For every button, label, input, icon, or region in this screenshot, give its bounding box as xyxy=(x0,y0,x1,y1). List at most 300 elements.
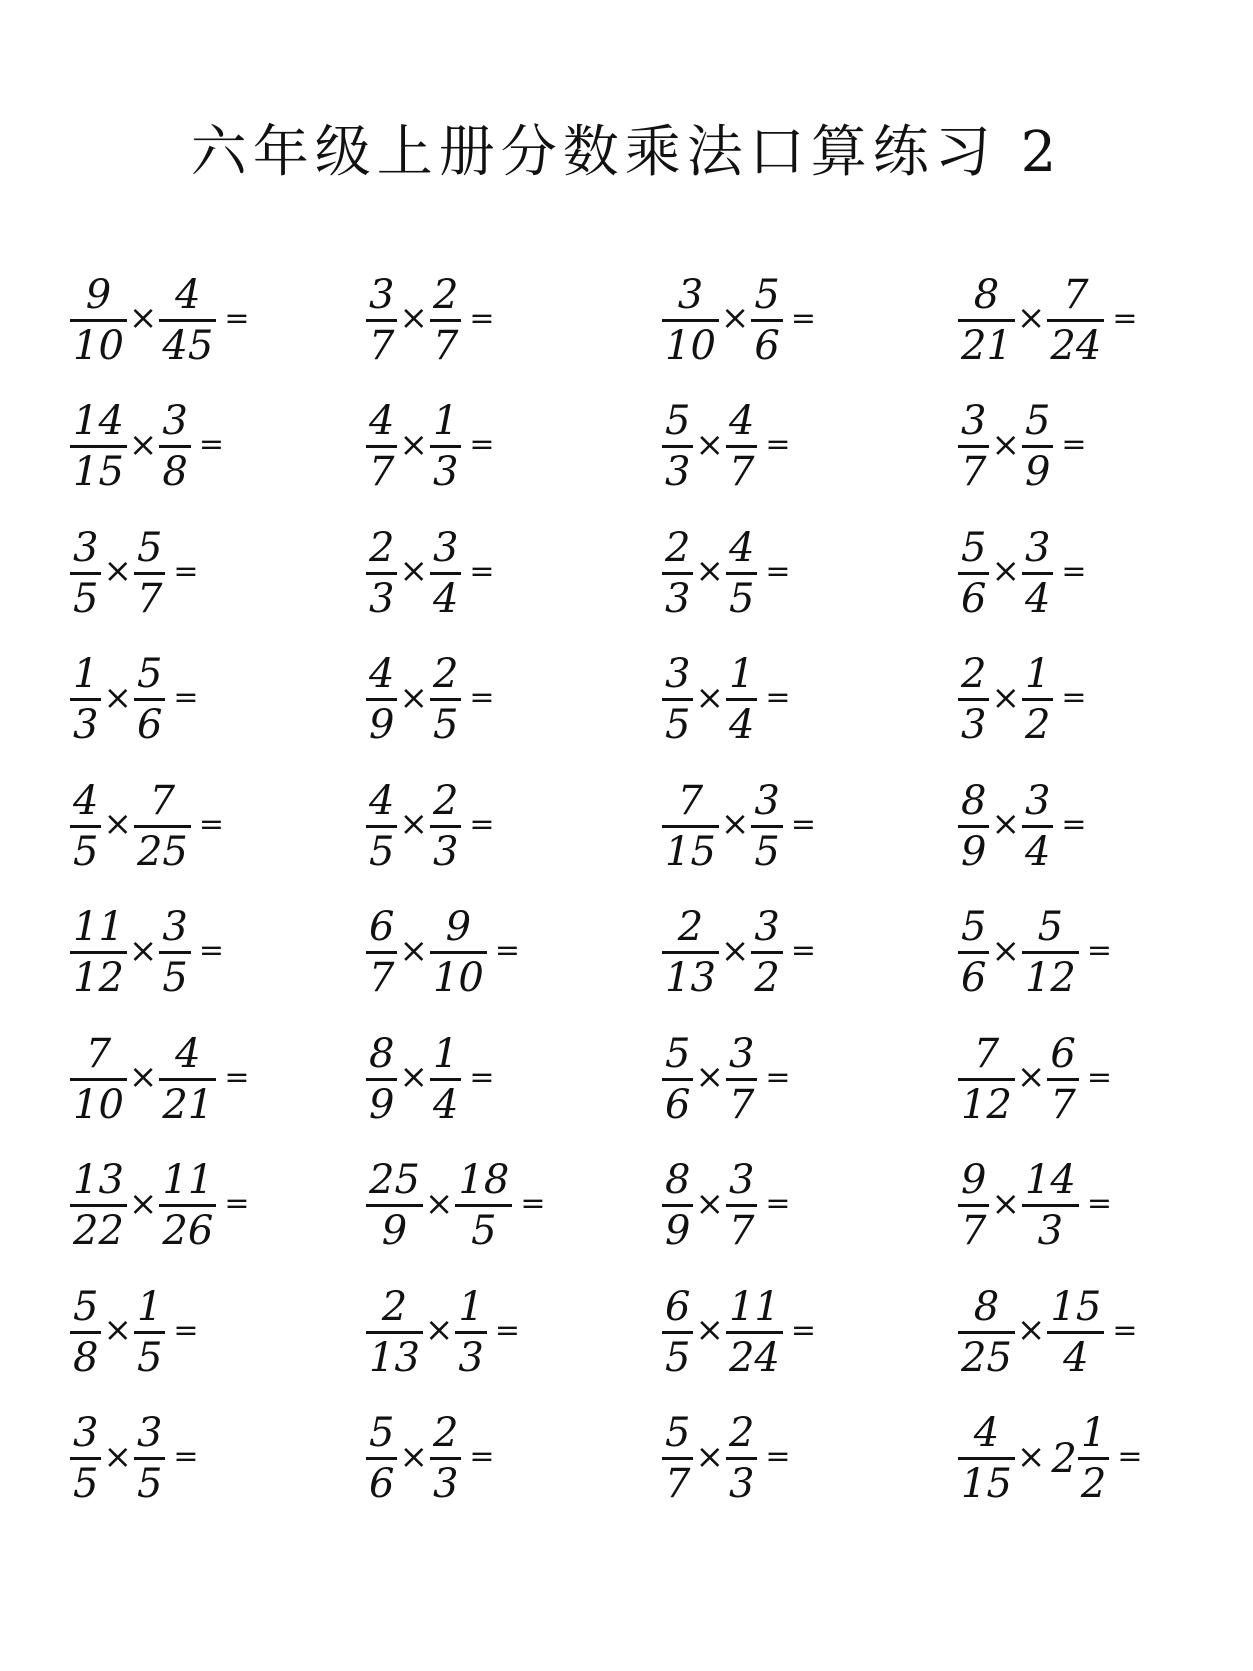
second-fraction xyxy=(134,525,165,622)
fraction-bar xyxy=(366,698,397,701)
fraction-bar xyxy=(70,1078,127,1081)
numerator: 3 xyxy=(432,524,459,571)
equals-sign: = xyxy=(1086,1186,1112,1221)
first-fraction xyxy=(70,398,127,495)
fraction-bar xyxy=(958,698,989,701)
second-fraction xyxy=(430,1031,461,1128)
numerator: 2 xyxy=(961,651,987,697)
first-fraction xyxy=(70,272,127,369)
fraction-bar xyxy=(662,951,719,954)
second-fraction xyxy=(134,651,165,748)
equals-sign: = xyxy=(1061,680,1087,715)
equals-sign: = xyxy=(1061,553,1087,589)
denominator: 9 xyxy=(369,1081,395,1128)
times-sign: × xyxy=(720,804,750,844)
numerator: 8 xyxy=(973,1283,1000,1330)
numerator: 8 xyxy=(665,1157,691,1203)
equals-sign: = xyxy=(790,300,816,336)
denominator: 5 xyxy=(73,1461,99,1507)
equals-sign: = xyxy=(765,1059,791,1095)
fraction-bar xyxy=(159,1204,216,1207)
numerator: 1 xyxy=(1024,651,1051,697)
second-fraction xyxy=(726,1410,757,1507)
denominator: 15 xyxy=(665,828,716,875)
fraction-bar xyxy=(726,1457,757,1460)
problem-item xyxy=(958,776,1087,876)
second-fraction xyxy=(455,1157,512,1254)
numerator: 1 xyxy=(432,398,459,444)
problem-item xyxy=(662,1156,791,1256)
second-fraction xyxy=(1022,778,1053,875)
numerator: 13 xyxy=(73,1157,124,1203)
fraction-bar xyxy=(70,572,101,575)
numerator: 5 xyxy=(1024,398,1051,444)
times-sign: × xyxy=(399,677,428,718)
fraction-bar xyxy=(751,319,782,322)
equals-sign: = xyxy=(765,1439,791,1474)
equals-sign: = xyxy=(198,933,224,968)
second-fraction xyxy=(430,651,461,748)
fraction-bar xyxy=(366,572,397,575)
denominator: 5 xyxy=(136,1334,163,1381)
second-fraction xyxy=(134,1284,165,1381)
problem-item xyxy=(662,1282,816,1382)
numerator: 7 xyxy=(677,777,704,824)
denominator: 7 xyxy=(1050,1081,1076,1128)
problem-item xyxy=(366,903,520,1003)
numerator: 5 xyxy=(136,651,163,697)
second-fraction xyxy=(159,398,190,495)
denominator: 10 xyxy=(73,1081,124,1128)
denominator: 4 xyxy=(1024,828,1051,875)
first-fraction xyxy=(958,1031,1015,1128)
second-fraction xyxy=(430,398,461,495)
second-fraction xyxy=(159,904,190,1001)
fraction-bar xyxy=(134,572,165,575)
fraction-bar xyxy=(366,445,397,448)
fraction-bar xyxy=(662,572,693,575)
denominator: 7 xyxy=(369,322,395,369)
times-sign: × xyxy=(399,804,428,844)
fraction-bar xyxy=(958,825,989,828)
first-fraction xyxy=(366,1031,397,1128)
second-fraction xyxy=(1047,272,1104,369)
denominator: 3 xyxy=(665,575,691,622)
denominator: 7 xyxy=(728,1081,755,1128)
times-sign: × xyxy=(424,1310,454,1350)
denominator: 13 xyxy=(665,955,716,1001)
first-fraction xyxy=(70,651,101,748)
equals-sign: = xyxy=(469,300,495,336)
numerator: 1 xyxy=(432,1030,459,1077)
times-sign: × xyxy=(695,677,724,718)
numerator: 5 xyxy=(665,1410,691,1456)
fraction-bar xyxy=(430,698,461,701)
fraction-bar xyxy=(751,951,782,954)
fraction-bar xyxy=(726,572,757,575)
fraction-bar xyxy=(70,1204,127,1207)
denominator: 6 xyxy=(665,1081,691,1128)
second-fraction xyxy=(726,398,757,495)
fraction-bar xyxy=(726,1078,757,1081)
numerator: 1 xyxy=(73,651,99,697)
denominator: 5 xyxy=(136,1461,163,1507)
times-sign: × xyxy=(991,930,1020,971)
denominator: 7 xyxy=(665,1461,691,1507)
times-sign: × xyxy=(128,930,158,971)
numerator: 15 xyxy=(1050,1283,1102,1330)
denominator: 5 xyxy=(162,955,188,1001)
first-fraction xyxy=(70,525,101,622)
second-fraction xyxy=(1022,651,1053,748)
fraction-bar xyxy=(751,825,782,828)
fraction-bar xyxy=(430,572,461,575)
first-fraction xyxy=(70,1410,101,1507)
first-fraction xyxy=(662,1157,693,1254)
numerator: 3 xyxy=(136,1410,163,1456)
denominator: 7 xyxy=(961,1208,987,1254)
problem-item xyxy=(662,776,816,876)
numerator: 3 xyxy=(1024,524,1051,571)
fraction-bar xyxy=(430,1457,461,1460)
equals-sign: = xyxy=(520,1186,546,1221)
times-sign: × xyxy=(103,804,132,844)
denominator: 7 xyxy=(136,575,163,622)
fraction-bar xyxy=(958,1078,1015,1081)
first-fraction xyxy=(366,398,397,495)
times-sign: × xyxy=(720,298,750,338)
second-fraction xyxy=(1078,1410,1109,1507)
fraction-bar xyxy=(662,445,693,448)
denominator: 3 xyxy=(432,1461,459,1507)
equals-sign: = xyxy=(1117,1439,1143,1474)
denominator: 21 xyxy=(961,322,1012,369)
first-fraction xyxy=(366,651,397,748)
fraction-bar xyxy=(1078,1457,1109,1460)
times-sign: × xyxy=(695,551,724,591)
first-fraction xyxy=(958,1284,1015,1381)
first-fraction xyxy=(958,1157,989,1254)
fraction-bar xyxy=(662,319,719,322)
problem-item xyxy=(662,397,791,497)
fraction-bar xyxy=(134,1457,165,1460)
equals-sign: = xyxy=(1086,933,1112,968)
problem-item xyxy=(958,397,1087,497)
first-fraction xyxy=(366,525,397,622)
second-fraction xyxy=(726,1031,757,1128)
numerator: 5 xyxy=(961,524,987,571)
denominator: 5 xyxy=(432,702,459,748)
numerator: 4 xyxy=(73,777,99,824)
times-sign: × xyxy=(1016,1310,1046,1350)
first-fraction xyxy=(366,1410,397,1507)
fraction-bar xyxy=(70,1457,101,1460)
times-sign: × xyxy=(399,298,428,338)
denominator: 7 xyxy=(728,449,755,495)
first-fraction xyxy=(958,651,989,748)
denominator: 5 xyxy=(471,1208,497,1254)
fraction-bar xyxy=(1047,319,1104,322)
fraction-bar xyxy=(1022,572,1053,575)
problem-item xyxy=(662,903,816,1003)
numerator: 1 xyxy=(136,1283,163,1330)
numerator: 14 xyxy=(73,398,124,444)
fraction-bar xyxy=(366,1457,397,1460)
fraction-bar xyxy=(159,1078,216,1081)
numerator: 1 xyxy=(1080,1410,1107,1456)
numerator: 6 xyxy=(665,1283,691,1330)
equals-sign: = xyxy=(765,680,791,715)
numerator: 2 xyxy=(677,904,704,950)
problem-item xyxy=(662,650,791,750)
numerator: 2 xyxy=(432,1410,459,1456)
denominator: 12 xyxy=(961,1081,1012,1128)
second-fraction xyxy=(1022,398,1053,495)
numerator: 6 xyxy=(1050,1030,1076,1077)
numerator: 3 xyxy=(728,1030,755,1077)
equals-sign: = xyxy=(198,806,224,842)
equals-sign: = xyxy=(494,933,520,968)
times-sign: × xyxy=(695,1057,724,1097)
denominator: 5 xyxy=(728,575,755,622)
fraction-bar xyxy=(134,1331,165,1334)
equals-sign: = xyxy=(1112,1312,1138,1348)
fraction-bar xyxy=(159,951,190,954)
denominator: 15 xyxy=(73,449,124,495)
denominator: 9 xyxy=(1024,449,1051,495)
first-fraction xyxy=(70,778,101,875)
fraction-bar xyxy=(430,951,487,954)
fraction-bar xyxy=(430,1078,461,1081)
second-fraction-whole-part: 2 xyxy=(1051,1435,1077,1482)
numerator: 11 xyxy=(728,1283,780,1330)
fraction-bar xyxy=(958,1331,1015,1334)
times-sign: × xyxy=(720,930,750,971)
numerator: 4 xyxy=(175,271,201,318)
second-fraction xyxy=(1047,1031,1078,1128)
second-fraction xyxy=(430,272,461,369)
denominator: 4 xyxy=(1024,575,1051,622)
problem-item xyxy=(366,776,495,876)
first-fraction xyxy=(366,272,397,369)
denominator: 10 xyxy=(432,955,484,1001)
first-fraction xyxy=(662,904,719,1001)
numerator: 3 xyxy=(73,524,99,571)
numerator: 5 xyxy=(369,1410,395,1456)
fraction-bar xyxy=(1022,445,1053,448)
problem-item xyxy=(958,523,1087,623)
first-fraction xyxy=(958,398,989,495)
second-fraction xyxy=(159,1157,216,1254)
denominator: 5 xyxy=(73,828,99,875)
denominator: 7 xyxy=(728,1208,755,1254)
second-fraction xyxy=(430,1410,461,1507)
numerator: 3 xyxy=(754,904,780,950)
times-sign: × xyxy=(103,551,132,591)
fraction-bar xyxy=(662,1457,693,1460)
times-sign: × xyxy=(991,677,1020,718)
second-fraction xyxy=(726,1284,783,1381)
times-sign: × xyxy=(424,1183,454,1224)
second-fraction xyxy=(430,778,461,875)
equals-sign: = xyxy=(469,806,495,842)
denominator: 5 xyxy=(73,575,99,622)
problem-item xyxy=(958,1029,1112,1129)
times-sign: × xyxy=(128,1183,158,1224)
denominator: 13 xyxy=(369,1334,420,1381)
numerator: 3 xyxy=(677,271,704,318)
first-fraction xyxy=(662,1284,693,1381)
fraction-bar xyxy=(662,1078,693,1081)
first-fraction xyxy=(662,651,693,748)
fraction-bar xyxy=(366,319,397,322)
fraction-bar xyxy=(430,319,461,322)
first-fraction xyxy=(366,1284,423,1381)
first-fraction xyxy=(662,398,693,495)
numerator: 11 xyxy=(73,904,124,950)
times-sign: × xyxy=(695,424,724,465)
numerator: 5 xyxy=(136,524,163,571)
second-fraction xyxy=(159,272,216,369)
denominator: 7 xyxy=(432,322,459,369)
numerator: 4 xyxy=(369,651,395,697)
first-fraction xyxy=(958,904,989,1001)
numerator: 7 xyxy=(149,777,176,824)
times-sign: × xyxy=(1016,1057,1046,1097)
fraction-bar xyxy=(70,445,127,448)
numerator: 9 xyxy=(445,904,472,950)
fraction-bar xyxy=(70,319,127,322)
denominator: 3 xyxy=(961,702,987,748)
equals-sign: = xyxy=(469,427,495,462)
problem-item xyxy=(958,1282,1137,1382)
problem-item xyxy=(366,397,495,497)
fraction-bar xyxy=(70,698,101,701)
times-sign: × xyxy=(103,1310,132,1350)
problem-item xyxy=(662,270,816,370)
problem-item xyxy=(662,523,791,623)
denominator: 3 xyxy=(73,702,99,748)
numerator: 1 xyxy=(728,651,755,697)
first-fraction xyxy=(366,1157,423,1254)
equals-sign: = xyxy=(173,680,199,715)
problem-item xyxy=(366,650,495,750)
fraction-bar xyxy=(1047,1331,1104,1334)
first-fraction xyxy=(958,272,1015,369)
second-fraction xyxy=(134,1410,165,1507)
denominator: 10 xyxy=(665,322,716,369)
second-fraction xyxy=(751,778,782,875)
equals-sign: = xyxy=(173,1312,199,1348)
fraction-bar xyxy=(958,1457,1015,1460)
fraction-bar xyxy=(134,825,191,828)
denominator: 5 xyxy=(665,1334,691,1381)
numerator: 4 xyxy=(973,1410,1000,1456)
numerator: 2 xyxy=(728,1410,755,1456)
denominator: 10 xyxy=(73,322,124,369)
numerator: 4 xyxy=(369,777,395,824)
fraction-bar xyxy=(70,825,101,828)
problem-item xyxy=(70,1282,199,1382)
times-sign: × xyxy=(128,424,158,465)
fraction-bar xyxy=(1047,1078,1078,1081)
problem-item xyxy=(958,1156,1112,1256)
denominator: 2 xyxy=(754,955,780,1001)
denominator: 7 xyxy=(961,449,987,495)
fraction-bar xyxy=(662,1331,693,1334)
denominator: 4 xyxy=(728,702,755,748)
page-title: 六年级上册分数乘法口算练习 2 xyxy=(190,120,1063,185)
denominator: 3 xyxy=(432,449,459,495)
fraction-bar xyxy=(366,1331,423,1334)
equals-sign: = xyxy=(173,553,199,589)
denominator: 2 xyxy=(1080,1461,1107,1507)
first-fraction xyxy=(662,272,719,369)
numerator: 5 xyxy=(665,1030,691,1077)
fraction-bar xyxy=(70,1331,101,1334)
numerator: 3 xyxy=(961,398,987,444)
first-fraction xyxy=(958,525,989,622)
times-sign: × xyxy=(128,1057,158,1097)
numerator: 3 xyxy=(162,904,188,950)
denominator: 6 xyxy=(754,322,780,369)
fraction-bar xyxy=(958,1204,989,1207)
problem-item xyxy=(366,270,495,370)
numerator: 3 xyxy=(665,651,691,697)
numerator: 8 xyxy=(973,271,1000,318)
denominator: 6 xyxy=(961,575,987,622)
denominator: 9 xyxy=(381,1208,408,1254)
first-fraction xyxy=(70,1031,127,1128)
numerator: 5 xyxy=(961,904,987,950)
fraction-bar xyxy=(662,698,693,701)
numerator: 8 xyxy=(961,777,987,824)
times-sign: × xyxy=(103,1436,132,1477)
fraction-bar xyxy=(726,1331,783,1334)
equals-sign: = xyxy=(469,553,495,589)
numerator: 9 xyxy=(961,1157,987,1203)
numerator: 3 xyxy=(369,271,395,318)
times-sign: × xyxy=(399,551,428,591)
equals-sign: = xyxy=(765,1186,791,1221)
numerator: 18 xyxy=(458,1157,510,1203)
numerator: 2 xyxy=(369,524,395,571)
denominator: 2 xyxy=(1024,702,1051,748)
problem-item xyxy=(70,523,199,623)
times-sign: × xyxy=(1016,1436,1046,1477)
first-fraction xyxy=(366,778,397,875)
numerator: 2 xyxy=(432,777,459,824)
denominator: 4 xyxy=(432,575,459,622)
fraction-bar xyxy=(662,825,719,828)
second-fraction xyxy=(726,651,757,748)
denominator: 24 xyxy=(728,1334,780,1381)
second-fraction xyxy=(1022,904,1079,1001)
denominator: 12 xyxy=(1024,955,1076,1001)
denominator: 24 xyxy=(1050,322,1102,369)
second-fraction xyxy=(455,1284,486,1381)
problem-item xyxy=(70,1156,249,1256)
problem-item xyxy=(958,650,1087,750)
equals-sign: = xyxy=(224,1059,250,1095)
equals-sign: = xyxy=(494,1312,520,1348)
denominator: 26 xyxy=(162,1208,214,1254)
fraction-bar xyxy=(1022,1204,1079,1207)
problem-item xyxy=(70,397,224,497)
denominator: 25 xyxy=(136,828,188,875)
denominator: 4 xyxy=(432,1081,459,1128)
denominator: 7 xyxy=(369,955,395,1001)
